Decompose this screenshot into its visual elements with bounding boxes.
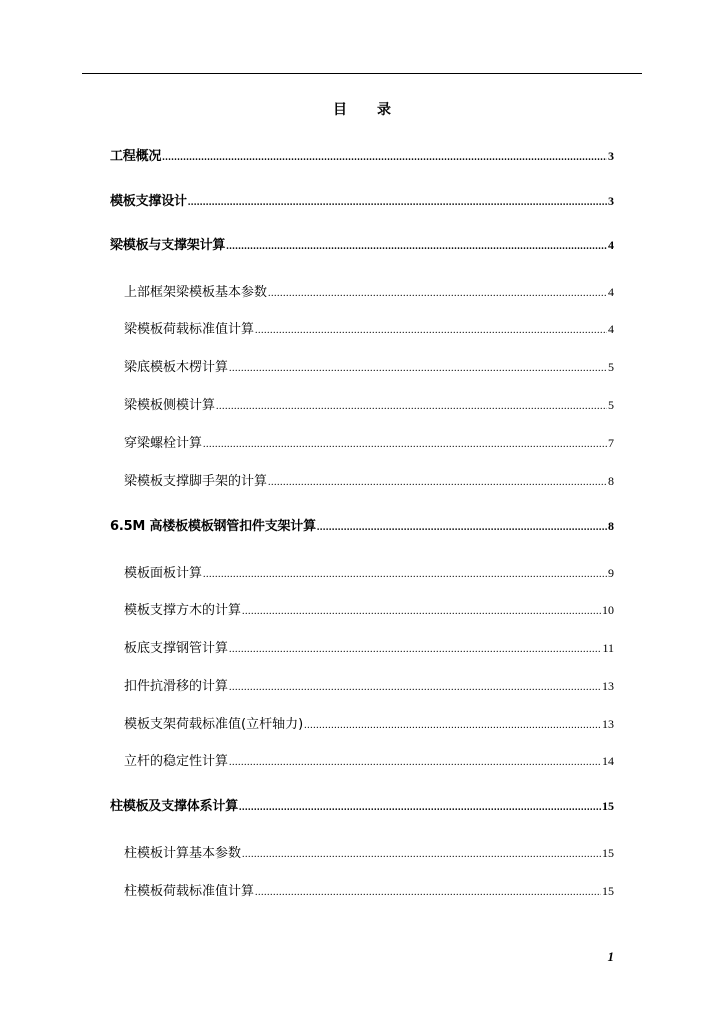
toc-title: 目 录 xyxy=(332,102,404,118)
toc-dot-leader xyxy=(304,721,601,731)
toc-entry[interactable] xyxy=(110,190,614,209)
toc-entry-page: 5 xyxy=(608,398,614,412)
toc-dot-leader xyxy=(162,153,607,163)
toc-entry-label: 立杆的稳定性计算 xyxy=(124,754,229,769)
toc-entry-page: 3 xyxy=(608,194,614,208)
toc-entry-label: 模板支架荷载标准值(立杆轴力) xyxy=(124,717,304,732)
toc-entry[interactable] xyxy=(124,713,614,732)
toc-entry[interactable] xyxy=(124,432,614,451)
toc-entry-label: 柱模板计算基本参数 xyxy=(124,846,242,861)
toc-entry-label: 模板支撑方木的计算 xyxy=(124,603,242,618)
toc-dot-leader xyxy=(188,198,607,208)
toc-entry[interactable] xyxy=(110,515,614,534)
toc-entry-page: 11 xyxy=(602,641,614,655)
toc-entry-page: 15 xyxy=(602,884,614,898)
toc-entry[interactable] xyxy=(124,880,614,899)
toc-dot-leader xyxy=(255,888,601,898)
toc-entry-page: 15 xyxy=(602,799,614,813)
toc-entry[interactable] xyxy=(124,675,614,694)
toc-entry[interactable] xyxy=(110,145,614,164)
toc-entry-page: 10 xyxy=(602,603,614,617)
toc-entry[interactable] xyxy=(124,394,614,413)
toc-dot-leader xyxy=(317,523,607,533)
header-rule xyxy=(82,73,642,74)
toc-entry-page: 9 xyxy=(608,566,614,580)
toc-entry-page: 3 xyxy=(608,149,614,163)
toc-entry-label: 梁模板侧模计算 xyxy=(124,398,216,413)
toc-dot-leader xyxy=(242,850,601,860)
toc-entry-page: 7 xyxy=(608,436,614,450)
toc-entry-page: 8 xyxy=(608,474,614,488)
toc-entry-page: 15 xyxy=(602,846,614,860)
toc-dot-leader xyxy=(229,758,601,768)
toc-entry-page: 14 xyxy=(602,754,614,768)
toc-entry[interactable] xyxy=(110,795,614,814)
toc-entry-page: 4 xyxy=(608,322,614,336)
toc-dot-leader xyxy=(229,645,601,655)
toc-dot-leader xyxy=(226,242,607,252)
toc-dot-leader xyxy=(255,326,607,336)
toc-dot-leader xyxy=(216,402,607,412)
toc-entry-label: 梁模板荷载标准值计算 xyxy=(124,322,255,337)
toc-entry[interactable] xyxy=(110,234,614,253)
toc-entry-label: 柱模板荷载标准值计算 xyxy=(124,884,255,899)
toc-dot-leader xyxy=(203,440,607,450)
toc-entry-label: 模板面板计算 xyxy=(124,566,203,581)
toc-dot-leader xyxy=(268,478,607,488)
toc-dot-leader xyxy=(268,289,607,299)
toc-entry-label: 6.5M 高楼板模板钢管扣件支架计算 xyxy=(110,519,316,534)
toc-entry-label: 板底支撑钢管计算 xyxy=(124,641,229,656)
toc-dot-leader xyxy=(229,683,601,693)
toc-entry-label: 模板支撑设计 xyxy=(110,194,187,209)
toc-entry[interactable] xyxy=(124,750,614,769)
toc-entry[interactable] xyxy=(124,318,614,337)
toc-entry[interactable] xyxy=(124,637,614,656)
page-number: 1 xyxy=(607,949,614,964)
toc-dot-leader xyxy=(239,803,601,813)
toc-entry[interactable] xyxy=(124,281,614,300)
toc-entry[interactable] xyxy=(124,470,614,489)
toc-entry-page: 13 xyxy=(602,679,614,693)
toc-dot-leader xyxy=(203,570,607,580)
toc-entry-page: 13 xyxy=(602,717,614,731)
toc-entry-label: 梁模板与支撑架计算 xyxy=(110,238,226,253)
toc-entry[interactable] xyxy=(124,599,614,618)
toc-entry[interactable] xyxy=(124,842,614,861)
toc-dot-leader xyxy=(229,364,607,374)
toc-entry-label: 穿梁螺栓计算 xyxy=(124,436,203,451)
toc-entry-label: 上部框架梁模板基本参数 xyxy=(124,285,268,300)
toc-entry-label: 扣件抗滑移的计算 xyxy=(124,679,229,694)
toc-entry-label: 梁模板支撑脚手架的计算 xyxy=(124,474,268,489)
toc-entry-page: 8 xyxy=(608,519,614,533)
toc-dot-leader xyxy=(242,607,601,617)
toc-entry-label: 工程概况 xyxy=(110,149,162,164)
toc-entry[interactable] xyxy=(124,356,614,375)
toc-entry-label: 梁底模板木楞计算 xyxy=(124,360,229,375)
toc-entry[interactable] xyxy=(124,562,614,581)
toc-entry-label: 柱模板及支撑体系计算 xyxy=(110,799,239,814)
toc-entry-page: 4 xyxy=(608,285,614,299)
toc-entry-page: 5 xyxy=(608,360,614,374)
toc-entry-page: 4 xyxy=(608,238,614,252)
